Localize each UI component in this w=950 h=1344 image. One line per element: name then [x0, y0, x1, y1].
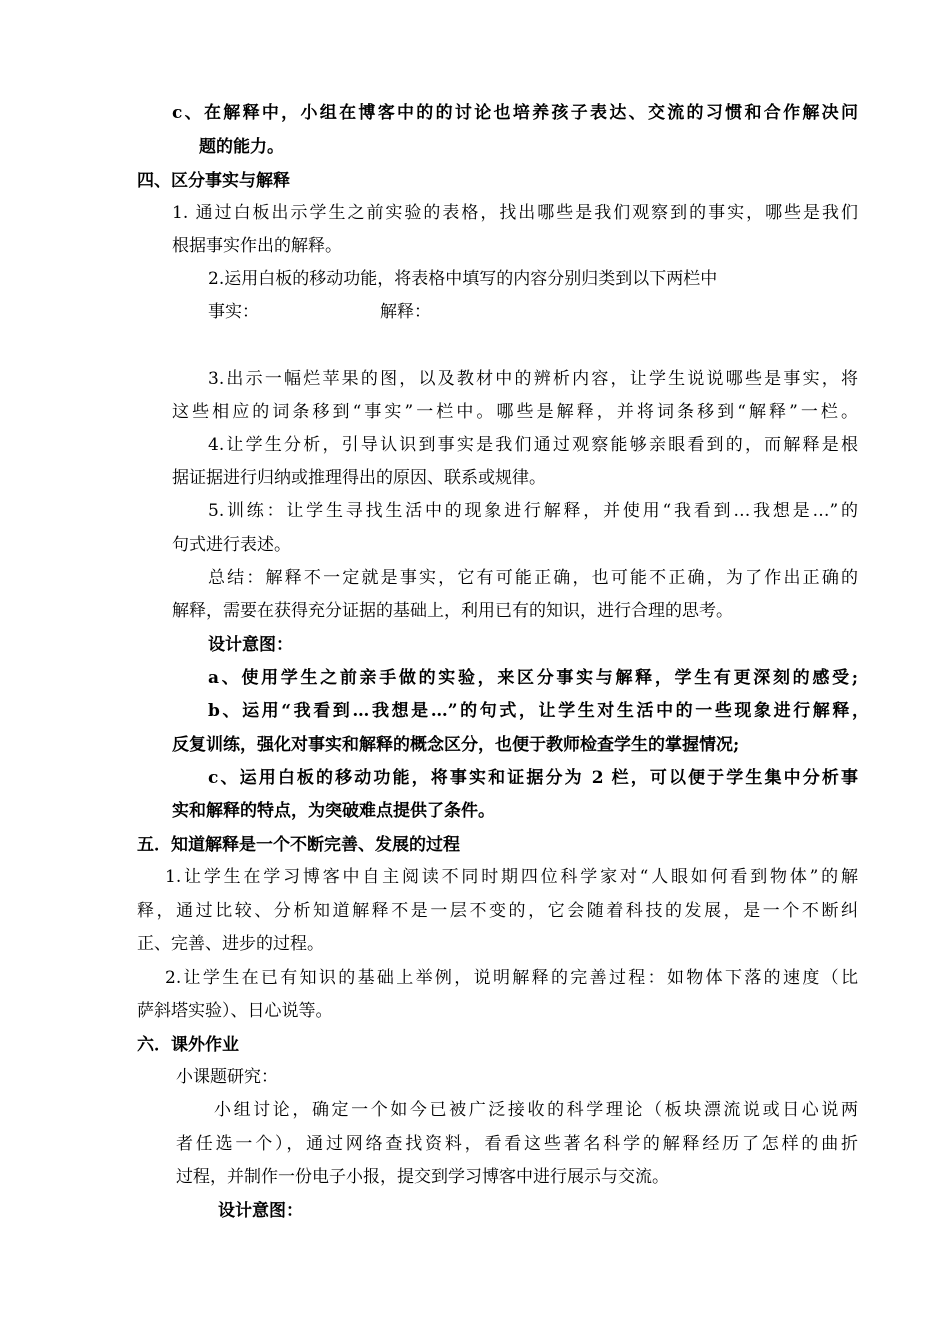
design-intent-label: 设计意图： — [218, 1201, 303, 1221]
text-line: 1. 通过白板出示学生之前实验的表格，找出哪些是我们观察到的事实，哪些是我们 — [172, 203, 858, 223]
text-line: 小组讨论，确定一个如今已被广泛接收的科学理论（板块漂流说或日心说两 — [214, 1100, 858, 1120]
text-line: 小课题研究： — [176, 1067, 278, 1087]
section-heading: 四、区分事实与解释 — [137, 171, 290, 191]
text-line: 这些相应的词条移到“事实”一栏中。哪些是解释，并将词条移到“解释”一栏。 — [172, 402, 858, 422]
text-line: a、使用学生之前亲手做的实验，来区分事实与解释，学生有更深刻的感受; — [208, 668, 858, 688]
text-line: 者任选一个），通过网络查找资料，看看这些著名科学的解释经历了怎样的曲折 — [176, 1134, 858, 1154]
text-line: 题的能力。 — [199, 137, 284, 157]
text-line: 总结：解释不一定就是事实，它有可能正确，也可能不正确，为了作出正确的 — [208, 568, 858, 588]
column-label-explanation: 解释： — [380, 302, 431, 322]
text-line: 根据事实作出的解释。 — [172, 236, 342, 256]
text-line: 释，通过比较、分析知道解释不是一层不变的，它会随着科技的发展，是一个不断纠 — [137, 901, 858, 921]
text-line: b、运用“我看到…我想是…”的句式，让学生对生活中的一些现象进行解释， — [208, 701, 869, 721]
text-line: 据证据进行归纳或推理得出的原因、联系或规律。 — [172, 468, 546, 488]
text-line: 1.让学生在学习博客中自主阅读不同时期四位科学家对“人眼如何看到物体”的解 — [165, 867, 858, 887]
column-label-fact: 事实： — [208, 302, 259, 322]
text-line: 4.让学生分析，引导认识到事实是我们通过观察能够亲眼看到的，而解释是根 — [208, 435, 858, 455]
section-heading: 六．课外作业 — [137, 1035, 239, 1055]
text-line: 2.运用白板的移动功能，将表格中填写的内容分别归类到以下两栏中 — [208, 269, 718, 289]
text-line: 过程，并制作一份电子小报，提交到学习博客中进行展示与交流。 — [176, 1167, 669, 1187]
text-line: c、在解释中，小组在博客中的的讨论也培养孩子表达、交流的习惯和合作解决问 — [172, 103, 858, 123]
text-line: 5.训练：让学生寻找生活中的现象进行解释，并使用“我看到…我想是…”的 — [208, 501, 858, 521]
text-line: 实和解释的特点，为突破难点提供了条件。 — [172, 801, 495, 821]
text-line: 正、完善、进步的过程。 — [137, 934, 324, 954]
text-line: 反复训练，强化对事实和解释的概念区分，也便于教师检查学生的掌握情况; — [172, 735, 740, 755]
text-line: 3.出示一幅烂苹果的图，以及教材中的辨析内容，让学生说说哪些是事实，将 — [208, 369, 858, 389]
text-line: 2.让学生在已有知识的基础上举例，说明解释的完善过程：如物体下落的速度（比 — [165, 968, 858, 988]
design-intent-label: 设计意图： — [208, 635, 293, 655]
text-line: 萨斜塔实验）、日心说等。 — [137, 1001, 333, 1021]
text-line: c、运用白板的移动功能，将事实和证据分为 2 栏，可以便于学生集中分析事 — [208, 768, 858, 788]
section-heading: 五．知道解释是一个不断完善、发展的过程 — [137, 835, 460, 855]
text-line: 句式进行表述。 — [172, 535, 291, 555]
text-line: 解释，需要在获得充分证据的基础上，利用已有的知识，进行合理的思考。 — [172, 601, 733, 621]
